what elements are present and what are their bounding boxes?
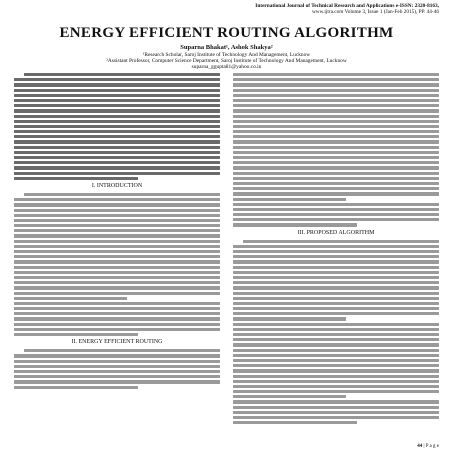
text-line (14, 333, 138, 336)
text-line (14, 99, 220, 102)
text-line (24, 193, 220, 196)
text-line (14, 166, 220, 169)
section-heading-introduction: I. INTRODUCTION (91, 182, 143, 189)
text-line (14, 245, 220, 248)
abstract-text (14, 73, 220, 180)
text-line (14, 292, 220, 295)
text-line (233, 385, 439, 388)
text-line (14, 276, 220, 279)
proposed-algorithm-text (233, 240, 439, 425)
text-line (14, 240, 220, 243)
text-line (233, 109, 439, 112)
text-line (233, 166, 439, 169)
text-line (14, 104, 220, 107)
text-line (14, 370, 220, 373)
text-line (233, 390, 439, 393)
text-line (14, 234, 220, 237)
text-line (233, 260, 439, 263)
text-line (233, 349, 439, 352)
text-line (233, 130, 439, 133)
text-line (233, 364, 439, 367)
journal-name: International Journal of Technical Research and Applications e-ISSN: 2320-8163, (255, 3, 439, 9)
text-line (233, 125, 439, 128)
text-line (233, 343, 439, 346)
text-line (233, 198, 346, 201)
text-line (14, 255, 220, 258)
text-line (14, 297, 127, 300)
text-line (14, 386, 138, 389)
text-line (233, 135, 439, 138)
text-line (233, 266, 439, 269)
text-line (14, 198, 220, 201)
text-line (233, 307, 439, 310)
text-line (14, 140, 220, 143)
text-line (233, 328, 439, 331)
text-line (233, 89, 439, 92)
text-line (14, 120, 220, 123)
affiliation-1: ¹Research Scholar, Saroj Institute of Technology And Management, Lucknow (142, 52, 311, 58)
text-line (233, 286, 439, 289)
text-line (233, 354, 439, 357)
text-line (233, 411, 439, 414)
text-line (14, 380, 220, 383)
left-column (14, 73, 220, 438)
text-line (233, 245, 439, 248)
text-line (233, 323, 439, 326)
text-line (233, 338, 439, 341)
text-line (233, 203, 439, 206)
author-list: Suparna Bhakat¹, Ashok Shakya² (180, 44, 273, 51)
text-line (233, 297, 439, 300)
text-line (14, 83, 220, 86)
text-line (233, 312, 439, 315)
text-line (233, 218, 439, 221)
text-line (14, 365, 220, 368)
text-line (233, 223, 357, 226)
text-line (233, 78, 439, 81)
text-line (14, 328, 220, 331)
page-footer-label: | P a g e (422, 444, 439, 449)
text-line (233, 250, 439, 253)
text-line (233, 187, 439, 190)
text-line (14, 115, 220, 118)
text-line (233, 333, 439, 336)
text-line (14, 375, 220, 378)
text-line (14, 89, 220, 92)
paper-title: ENERGY EFFICIENT ROUTING ALGORITHM (59, 25, 394, 41)
text-line (233, 120, 439, 123)
text-line (233, 156, 439, 159)
text-line (233, 292, 439, 295)
text-line (14, 130, 220, 133)
text-line (14, 302, 220, 305)
text-line (14, 266, 220, 269)
text-line (233, 375, 439, 378)
text-line (14, 317, 220, 320)
text-line (14, 177, 138, 180)
text-line (233, 281, 439, 284)
right-column-text (233, 73, 439, 227)
energy-routing-text (14, 349, 220, 389)
text-line (233, 276, 439, 279)
text-line (14, 307, 220, 310)
text-line (233, 271, 439, 274)
text-line (14, 271, 220, 274)
text-line (14, 125, 220, 128)
text-line (233, 161, 439, 164)
text-line (14, 312, 220, 315)
text-line (233, 255, 439, 258)
text-line (233, 380, 439, 383)
text-line (233, 104, 439, 107)
journal-header (209, 3, 439, 16)
text-line (24, 349, 220, 352)
text-line (233, 406, 439, 409)
text-line (233, 99, 439, 102)
text-line (14, 214, 220, 217)
text-line (233, 94, 439, 97)
text-line (14, 94, 220, 97)
text-line (233, 172, 439, 175)
text-line (233, 369, 439, 372)
text-line (24, 73, 220, 76)
text-line (14, 229, 220, 232)
text-line (233, 213, 439, 216)
text-line (14, 281, 220, 284)
text-line (233, 192, 439, 195)
text-line (14, 219, 220, 222)
text-line (14, 250, 220, 253)
text-line (233, 146, 439, 149)
section-heading-energy-routing: II. ENERGY EFFICIENT ROUTING (71, 339, 163, 346)
text-line (14, 203, 220, 206)
text-line (14, 354, 220, 357)
text-line (14, 323, 220, 326)
text-line (14, 286, 220, 289)
text-line (233, 151, 439, 154)
text-line (233, 421, 357, 424)
text-line (233, 317, 346, 320)
page-number: 44 (417, 444, 423, 449)
text-line (233, 182, 439, 185)
text-line (14, 78, 220, 81)
text-line (14, 151, 220, 154)
author-email: suparna_ggupta81@yahoo.co.in (191, 64, 262, 70)
text-line (233, 115, 439, 118)
text-line (14, 172, 220, 175)
text-line (14, 161, 220, 164)
text-line (233, 302, 439, 305)
text-line (14, 260, 220, 263)
text-line (233, 416, 439, 419)
text-line (233, 73, 439, 76)
text-line (233, 400, 439, 403)
text-line (14, 146, 220, 149)
text-line (233, 208, 439, 211)
right-column (233, 73, 439, 438)
text-line (233, 177, 439, 180)
text-line (14, 209, 220, 212)
text-line (14, 109, 220, 112)
text-line (14, 135, 220, 138)
text-line (14, 360, 220, 363)
journal-volume: www.ijtra.com Volume 3, Issue 1 (Jan-Feb 2015), PP. 44-46 (311, 9, 439, 16)
text-line (233, 359, 439, 362)
introduction-text (14, 193, 220, 336)
text-line (233, 395, 346, 398)
text-line (243, 240, 439, 243)
text-line (14, 224, 220, 227)
text-line (14, 156, 220, 159)
page-footer (417, 444, 439, 449)
text-line (233, 140, 439, 143)
section-heading-proposed: III. PROPOSED ALGORITHM (297, 229, 375, 236)
affiliation-2: ²Assistant Professor, Computer Science Department, Saroj Institute of Technology And Management, Lucknow (106, 58, 347, 64)
text-line (233, 83, 439, 86)
